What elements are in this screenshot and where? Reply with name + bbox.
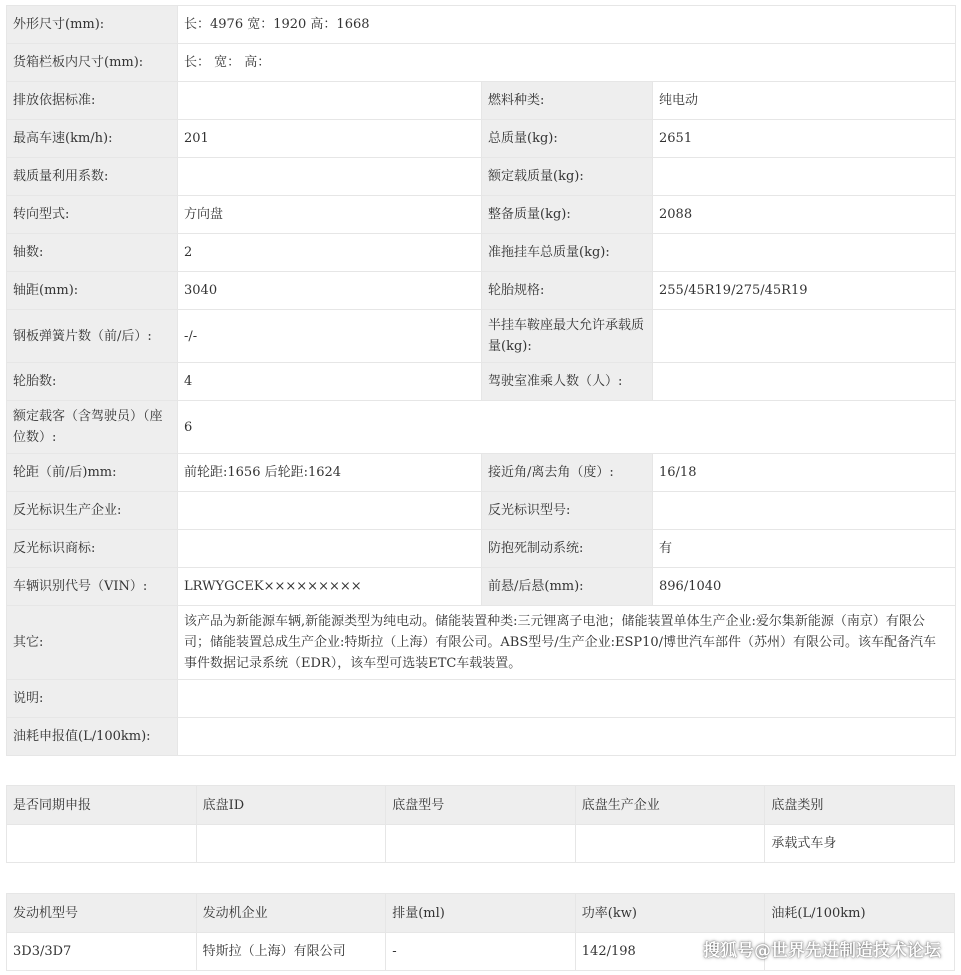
speed-label: 最高车速(km/h): xyxy=(7,120,178,158)
table-row xyxy=(7,825,955,863)
table-cell: 特斯拉（上海）有限公司 xyxy=(196,933,386,971)
chassis-table xyxy=(6,785,955,863)
table-cell: 3D3/3D7 xyxy=(7,933,197,971)
table-cell xyxy=(7,825,197,863)
note-value xyxy=(178,680,956,718)
axles-label: 轴数: xyxy=(7,234,178,272)
column-header: 功率(kw) xyxy=(575,894,765,933)
tires-value: 4 xyxy=(178,363,482,401)
trailer-mass-label: 准拖挂车总质量(kg): xyxy=(482,234,653,272)
table-row xyxy=(7,120,956,158)
table-cell: 142/198 xyxy=(575,933,765,971)
table-row xyxy=(7,680,956,718)
axles-value: 2 xyxy=(178,234,482,272)
table-row xyxy=(7,82,956,120)
passengers-value: 6 xyxy=(178,401,956,454)
cargo-dims-value: 长： 宽： 高： xyxy=(178,44,956,82)
curb-mass-label: 整备质量(kg): xyxy=(482,196,653,234)
track-value: 前轮距:1656 后轮距:1624 xyxy=(178,454,482,492)
vehicle-spec-table xyxy=(6,5,956,756)
fuel-consumption-value xyxy=(178,718,956,756)
table-header-row xyxy=(7,894,955,933)
dims-value: 长：4976 宽：1920 高：1668 xyxy=(178,6,956,44)
column-header: 底盘生产企业 xyxy=(575,786,765,825)
table-row xyxy=(7,530,956,568)
tires-label: 轮胎数: xyxy=(7,363,178,401)
reflector-brand-value xyxy=(178,530,482,568)
rated-load-label: 额定载质量(kg): xyxy=(482,158,653,196)
watermark: 搜狐号@世界先进制造技术论坛 xyxy=(703,941,941,961)
table-row xyxy=(7,718,956,756)
steering-label: 转向型式: xyxy=(7,196,178,234)
table-row xyxy=(7,363,956,401)
rated-load-value xyxy=(653,158,956,196)
table-row xyxy=(7,568,956,606)
springs-label: 钢板弹簧片数（前/后）: xyxy=(7,310,178,363)
column-header: 底盘ID xyxy=(196,786,386,825)
springs-value: -/- xyxy=(178,310,482,363)
table-header-row xyxy=(7,786,955,825)
table-row xyxy=(7,196,956,234)
vin-label: 车辆识别代号（VIN）: xyxy=(7,568,178,606)
abs-label: 防抱死制动系统: xyxy=(482,530,653,568)
column-header: 是否同期申报 xyxy=(7,786,197,825)
table-row xyxy=(7,310,956,363)
table-cell: 承载式车身 xyxy=(765,825,955,863)
curb-mass-value: 2088 xyxy=(653,196,956,234)
reflector-model-value xyxy=(653,492,956,530)
reflector-brand-label: 反光标识商标: xyxy=(7,530,178,568)
column-header: 排量(ml) xyxy=(386,894,576,933)
reflector-maker-label: 反光标识生产企业: xyxy=(7,492,178,530)
table-row xyxy=(7,492,956,530)
angles-value: 16/18 xyxy=(653,454,956,492)
abs-value: 有 xyxy=(653,530,956,568)
table-row xyxy=(7,454,956,492)
dims-label: 外形尺寸(mm): xyxy=(7,6,178,44)
table-row xyxy=(7,234,956,272)
wheelbase-value: 3040 xyxy=(178,272,482,310)
table-row xyxy=(7,606,956,680)
passengers-label: 额定载客（含驾驶员）（座位数）: xyxy=(7,401,178,454)
column-header: 油耗(L/100km) xyxy=(765,894,955,933)
fuel-label: 燃料种类: xyxy=(482,82,653,120)
column-header: 底盘类别 xyxy=(765,786,955,825)
saddle-label: 半挂车鞍座最大允许承载质量(kg): xyxy=(482,310,653,363)
table-row xyxy=(7,6,956,44)
load-coef-value xyxy=(178,158,482,196)
table-cell xyxy=(386,825,576,863)
track-label: 轮距（前/后)mm: xyxy=(7,454,178,492)
saddle-value xyxy=(653,310,956,363)
tire-spec-value: 255/45R19/275/45R19 xyxy=(653,272,956,310)
cab-seats-value xyxy=(653,363,956,401)
cab-seats-label: 驾驶室准乘人数（人）: xyxy=(482,363,653,401)
reflector-maker-value xyxy=(178,492,482,530)
note-label: 说明: xyxy=(7,680,178,718)
load-coef-label: 载质量利用系数: xyxy=(7,158,178,196)
emission-label: 排放依据标准: xyxy=(7,82,178,120)
table-row xyxy=(7,158,956,196)
column-header: 发动机企业 xyxy=(196,894,386,933)
table-cell xyxy=(196,825,386,863)
reflector-model-label: 反光标识型号: xyxy=(482,492,653,530)
fuel-value: 纯电动 xyxy=(653,82,956,120)
emission-value xyxy=(178,82,482,120)
column-header: 底盘型号 xyxy=(386,786,576,825)
vin-value: LRWYGCEK××××××××× xyxy=(178,568,482,606)
column-header: 发动机型号 xyxy=(7,894,197,933)
table-row xyxy=(7,44,956,82)
other-value: 该产品为新能源车辆,新能源类型为纯电动。储能装置种类:三元锂离子电池；储能装置单体生产企业:爱尔集新能源（南京）有限公司；储能装置总成生产企业:特斯拉（上海）有限公司。ABS型号/生产企业:ESP10/博世汽车部件（苏州）有限公司。该车配备汽车事件数据记录系统（EDR），该车型可选装ETC车载装置。 xyxy=(178,606,956,680)
wheelbase-label: 轴距(mm): xyxy=(7,272,178,310)
table-cell xyxy=(575,825,765,863)
table-row xyxy=(7,401,956,454)
table-cell: - xyxy=(386,933,576,971)
cargo-dims-label: 货箱栏板内尺寸(mm): xyxy=(7,44,178,82)
trailer-mass-value xyxy=(653,234,956,272)
overhang-value: 896/1040 xyxy=(653,568,956,606)
overhang-label: 前悬/后悬(mm): xyxy=(482,568,653,606)
angles-label: 接近角/离去角（度）: xyxy=(482,454,653,492)
steering-value: 方向盘 xyxy=(178,196,482,234)
tire-spec-label: 轮胎规格: xyxy=(482,272,653,310)
total-mass-value: 2651 xyxy=(653,120,956,158)
table-row xyxy=(7,272,956,310)
total-mass-label: 总质量(kg): xyxy=(482,120,653,158)
other-label: 其它: xyxy=(7,606,178,680)
speed-value: 201 xyxy=(178,120,482,158)
fuel-consumption-label: 油耗申报值(L/100km): xyxy=(7,718,178,756)
